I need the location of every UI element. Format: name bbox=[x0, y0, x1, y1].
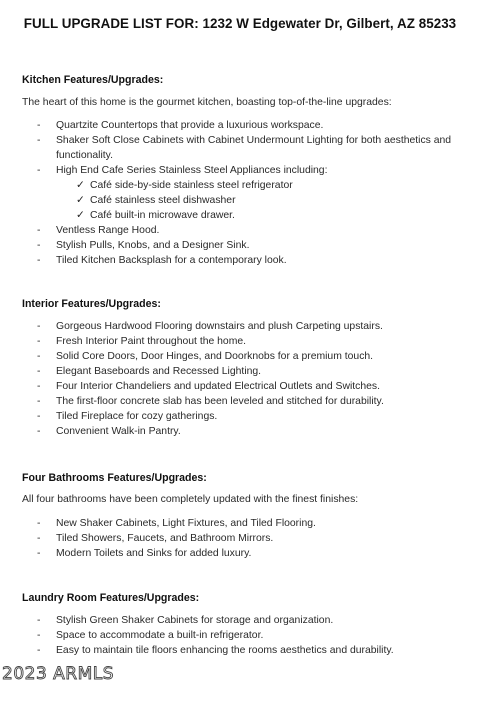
checkmark-icon: ✓ bbox=[76, 209, 85, 221]
bathrooms-section bbox=[22, 472, 468, 561]
list-item: - Convenient Walk-in Pantry. bbox=[37, 426, 181, 437]
checkmark-icon: ✓ bbox=[76, 179, 85, 191]
bathrooms-heading: Four Bathrooms Features/Upgrades: bbox=[22, 472, 207, 484]
appliance-item: ✓ Café stainless steel dishwasher bbox=[76, 194, 236, 206]
list-item: - Solid Core Doors, Door Hinges, and Doorknobs for a premium touch. bbox=[37, 351, 374, 362]
list-item: - Quartzite Countertops that provide a luxurious workspace. bbox=[37, 120, 324, 131]
list-item: - Gorgeous Hardwood Flooring downstairs and plush Carpeting upstairs. bbox=[37, 321, 383, 332]
interior-section bbox=[22, 298, 468, 439]
bathrooms-intro: All four bathrooms have been completely updated with the finest finishes: bbox=[22, 494, 359, 505]
page-title: FULL UPGRADE LIST FOR: 1232 W Edgewater Dr, Gilbert, AZ 85233 bbox=[23, 16, 457, 31]
list-item: - Tiled Showers, Faucets, and Bathroom Mirrors. bbox=[37, 533, 274, 544]
list-item: - Four Interior Chandeliers and updated Electrical Outlets and Switches. bbox=[37, 381, 381, 392]
appliance-item: ✓ Café side-by-side stainless steel refrigerator bbox=[76, 179, 293, 191]
appliance-list bbox=[56, 178, 468, 223]
list-item: - Modern Toilets and Sinks for added luxury. bbox=[37, 548, 252, 559]
kitchen-list bbox=[22, 118, 468, 268]
kitchen-intro: The heart of this home is the gourmet kitchen, boasting top-of-the-line upgrades: bbox=[22, 97, 392, 108]
watermark: 2023 ARMLS bbox=[2, 664, 115, 684]
checkmark-icon: ✓ bbox=[76, 194, 85, 206]
list-item: - Fresh Interior Paint throughout the home. bbox=[37, 336, 247, 347]
bathrooms-list bbox=[22, 516, 468, 561]
list-item: - Tiled Fireplace for cozy gatherings. bbox=[37, 411, 218, 422]
interior-heading: Interior Features/Upgrades: bbox=[22, 298, 161, 310]
kitchen-heading: Kitchen Features/Upgrades: bbox=[22, 74, 164, 86]
list-item: - Space to accommodate a built-in refrigerator. bbox=[37, 630, 264, 641]
laundry-section bbox=[22, 592, 468, 658]
laundry-list bbox=[22, 613, 468, 658]
list-item: - Ventless Range Hood. bbox=[37, 225, 160, 236]
list-item: - Stylish Pulls, Knobs, and a Designer Sink. bbox=[37, 240, 250, 251]
list-item: - Shaker Soft Close Cabinets with Cabinet Undermount Lighting for both aesthetics and functionality. bbox=[37, 135, 452, 161]
interior-list bbox=[22, 319, 468, 439]
laundry-heading: Laundry Room Features/Upgrades: bbox=[22, 592, 200, 604]
list-item: - Stylish Green Shaker Cabinets for storage and organization. bbox=[37, 615, 334, 626]
list-item: - New Shaker Cabinets, Light Fixtures, and Tiled Flooring. bbox=[37, 518, 316, 529]
kitchen-section bbox=[22, 74, 468, 268]
list-item: - High End Cafe Series Stainless Steel Appliances including: ✓ Café side-by-side stainless steel refrigerator ✓ Café stainless steel dishwasher ✓ Café built-in microwave drawer. bbox=[22, 163, 468, 223]
list-item: - Elegant Baseboards and Recessed Lighting. bbox=[37, 366, 262, 377]
list-item: - Tiled Kitchen Backsplash for a contemporary look. bbox=[37, 255, 287, 266]
list-item: - The first-floor concrete slab has been leveled and stitched for durability. bbox=[37, 396, 384, 407]
appliance-item: ✓ Café built-in microwave drawer. bbox=[76, 209, 235, 221]
list-item: - Easy to maintain tile floors enhancing the rooms aesthetics and durability. bbox=[37, 645, 394, 656]
